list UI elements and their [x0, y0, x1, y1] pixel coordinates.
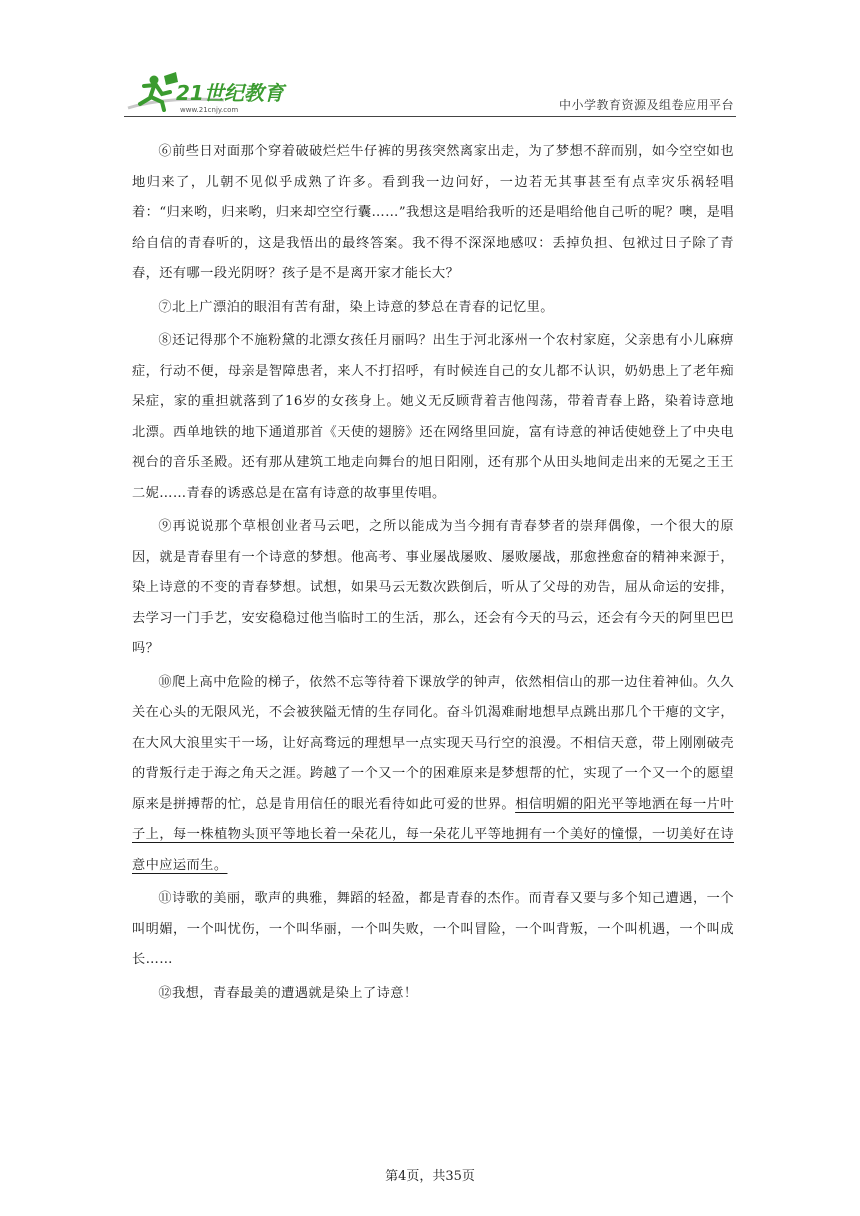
- paragraph-11: ⑪诗歌的美丽，歌声的典雅，舞蹈的轻盈，都是青春的杰作。而青春又要与多个知己遭遇，一个叫明媚，一个叫忧伤，一个叫华丽，一个叫失败，一个叫冒险，一个叫背叛，一个叫机遇，一个叫成长……: [132, 891, 734, 967]
- paragraph-10: [132, 668, 734, 882]
- header-divider: [124, 116, 736, 117]
- runner-logo-icon: [124, 70, 294, 116]
- page-header: [124, 62, 736, 118]
- paragraph-6: ⑥前些日对面那个穿着破破烂烂牛仔裤的男孩突然离家出走，为了梦想不辞而别，如今空空如也地归来了，儿朝不见似乎成熟了许多。看到我一边问好，一边若无其事甚至有点幸灾乐祸轻唱着：“归来哟，归来哟，归来却空空行囊……”我想这是唱给我听的还是唱给他自己听的呢？噢，是唱给自信的青春听的，这是我悟出的最终答案。我不得不深深地感叹：丢掉负担、包袱过日子除了青春，还有哪一段光阴呀？孩子是不是离开家才能长大？: [132, 144, 734, 281]
- paragraph-12: ⑫我想，青春最美的遭遇就是染上了诗意！: [158, 985, 418, 1001]
- platform-name: 中小学教育资源及组卷应用平台: [558, 98, 734, 112]
- paragraph-8: ⑧还记得那个不施粉黛的北漂女孩任月丽吗？出生于河北涿州一个农村家庭，父亲患有小儿麻痹症，行动不便，母亲是智障患者，来人不打招呼，有时候连自己的女儿都不认识，奶奶患上了老年痴呆症，家的重担就落到了16岁的女孩身上。她义无反顾背着吉他闯荡，带着青春上路，染着诗意地北漂。西单地铁的地下通道那首《天使的翅膀》还在网络里回旋，富有诗意的神话使她登上了中央电视台的音乐圣殿。还有那从建筑工地走向舞台的旭日阳刚，还有那个从田头地间走出来的无冕之王王二妮……青春的诱惑总是在富有诗意的故事里传唱。: [132, 333, 734, 501]
- article-body: [132, 137, 734, 1012]
- underlined-sentence: 相信明媚的阳光平等地洒在每一片叶子上，每一株植物头顶平等地长着一朵花儿，每一朵花儿平等地拥有一个美好的憧憬，一切美好在诗意中应运而生。: [132, 796, 734, 873]
- paragraph-9: ⑨再说说那个草根创业者马云吧，之所以能成为当今拥有青春梦者的崇拜偶像，一个很大的原因，就是青春里有一个诗意的梦想。他高考、事业屡战屡败、屡败屡战，那愈挫愈奋的精神来源于，染上诗意的不变的青春梦想。试想，如果马云无数次跌倒后，听从了父母的劝告，屈从命运的安排，去学习一门手艺，安安稳稳过他当临时工的生活，那么，还会有今天的马云，还会有今天的阿里巴巴吗？: [132, 519, 734, 656]
- site-logo: [124, 70, 294, 116]
- page-number: 第4页，共35页: [385, 1169, 475, 1184]
- paragraph-10-text: ⑩爬上高中危险的梯子，依然不忘等待着下课放学的钟声，依然相信山的那一边住着神仙。久久关在心头的无限风光，不会被狭隘无情的生存同化。奋斗饥渴难耐地想早点跳出那几个干瘪的文字，在大风大浪里实干一场，让好高骛远的理想早一点实现天马行空的浪漫。不相信天意，带上刚刚破壳的背叛行走于海之角天之涯。跨越了一个又一个的困难原来是梦想帮的忙，实现了一个又一个的愿望原来是拼搏帮的忙，总是肯用信任的眼光看待如此可爱的世界。: [132, 674, 734, 812]
- svg-text:www.21cnjy.com: www.21cnjy.com: [180, 106, 239, 114]
- svg-text:21世纪教育: 21世纪教育: [176, 81, 284, 105]
- paragraph-7: ⑦北上广漂泊的眼泪有苦有甜，染上诗意的梦总在青春的记忆里。: [158, 299, 554, 315]
